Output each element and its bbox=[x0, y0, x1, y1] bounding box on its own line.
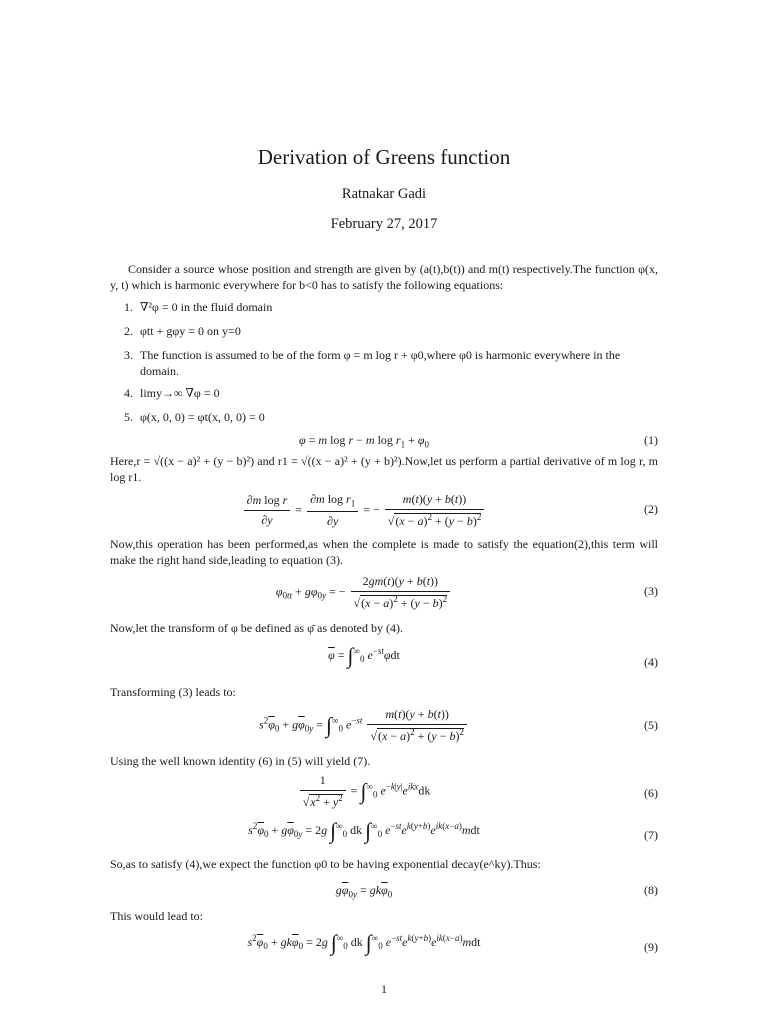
equation-body: φ = m log r − m $\log r_1 + \varphi_0$ bbox=[299, 433, 429, 450]
list-item-text: limy→∞ ∇φ = 0 bbox=[140, 386, 220, 400]
paragraph-using: Using the well known identity (6) in (5) will yield (7). bbox=[110, 754, 371, 768]
author-name: Ratnakar Gadi bbox=[341, 186, 427, 202]
equation-body: $s^2\overline{\varphi}_0 + g\overline{\varphi}_{0y} = 2g$ $\int^\infty_0$ dk $\int^\infty_0$ $e^{-st}e^{k(y+b)}e^{ik(x-a)}mdt$ bbox=[248, 818, 480, 843]
equation-3 bbox=[110, 574, 658, 610]
equation-number: (7) bbox=[644, 828, 658, 842]
equation-9 bbox=[110, 930, 658, 964]
list-item-text: φ(x, 0, 0) = φt(x, 0, 0) = 0 bbox=[140, 410, 265, 424]
list-item bbox=[112, 409, 658, 425]
list-item bbox=[112, 323, 658, 339]
equation-7 bbox=[110, 818, 658, 852]
paragraph-here: Here,r = √((x − a)² + (y − b)²) and r1 = √((x − a)² + (y + b)²).Now,let us perform a partial derivative of m log r, m log r1. bbox=[110, 454, 658, 484]
equation-body: $\varphi_{0tt} + g\varphi_{0y}$ = − $\frac{2gm(t)(y + b(t))}{√(x - a)^2 + (y - b)^2}$ bbox=[110, 574, 618, 611]
paragraph-now-1: Now,this operation has been performed,as when the complete is made to satisfy the equation(2),this term will make the right hand side,leading to equation (3). bbox=[110, 537, 658, 567]
equation-number: (2) bbox=[644, 502, 658, 516]
equation-2 bbox=[110, 492, 658, 528]
list-item bbox=[112, 385, 658, 401]
paragraph-this: This would lead to: bbox=[110, 909, 203, 923]
equation-body: $s^2\overline{\varphi}_0 + g\overline{\varphi}_{0y} = \int^\infty_0$ $e^{-st}$ $\frac{m(t)(y + b(t))}{√(x - a)^2 + (y - b)^2}$ bbox=[110, 707, 618, 744]
equation-8 bbox=[110, 883, 658, 899]
paragraph-transforming: Transforming (3) leads to: bbox=[110, 685, 236, 699]
equation-number: (6) bbox=[644, 786, 658, 800]
equation-4 bbox=[110, 643, 658, 679]
list-item-text: The function is assumed to be of the form φ = m log r + φ0,where φ0 is harmonic everywhere in the domain. bbox=[140, 348, 621, 378]
equation-body: $s^2\overline{\varphi}_0 + gk\overline{\varphi}_0 = 2g$ $\int^\infty_0$ dk $\int^\infty_0$ $e^{-st}e^{k(y+b)}e^{ik(x-a)}mdt$ bbox=[247, 930, 481, 955]
equation-body: $g\overline{\varphi}_{0y} = gk\overline{\varphi}_0$ bbox=[335, 883, 393, 900]
equation-number: (3) bbox=[644, 584, 658, 598]
equation-1 bbox=[110, 433, 658, 449]
list-item bbox=[112, 347, 658, 379]
list-item bbox=[112, 299, 658, 315]
list-item-number: 4. bbox=[124, 386, 133, 400]
paper-title: Derivation of Greens function bbox=[257, 145, 511, 169]
paper-date: February 27, 2017 bbox=[330, 216, 438, 232]
equation-5 bbox=[110, 707, 658, 747]
equation-number: (4) bbox=[644, 655, 658, 669]
equation-body: $\frac{\text{∂m log r}}{\partial y}$ = $\frac{\partial m \log r_1}{\partial y}$ = − $\frac{m(t)(y + b(t))}{√(x - a)^2 + (y - b)^2}$ bbox=[110, 492, 618, 529]
list-item-text: ∇²φ = 0 in the fluid domain bbox=[140, 300, 273, 314]
equation-6 bbox=[110, 773, 658, 813]
list-item-number: 2. bbox=[124, 324, 133, 338]
intro-paragraph: Consider a source whose position and strength are given by (a(t),b(t)) and m(t) respectively.The function φ(x, y, t) which is harmonic everywhere for b<0 has to satisfy the following equations: bbox=[110, 262, 658, 292]
page-number: 1 bbox=[381, 982, 387, 996]
list-item-number: 1. bbox=[124, 300, 133, 314]
equation-number: (5) bbox=[644, 718, 658, 732]
list-item-number: 5. bbox=[124, 410, 133, 424]
equation-number: (9) bbox=[644, 940, 658, 954]
paragraph-now-2: Now,let the transform of φ be defined as φ̄ as denoted by (4). bbox=[110, 621, 403, 635]
equation-body: $\frac{1}{√x^2 + y^2}$ = $\int^\infty_0$ $e^{-k|y|}e^{ikx}dk$ bbox=[110, 773, 618, 810]
equation-number: (8) bbox=[644, 883, 658, 897]
equation-body: $\overline{\varphi} = \int^\infty_0$ $e^{-st}\varphi dt$ bbox=[328, 643, 400, 668]
paragraph-so: So,as to satisfy (4),we expect the function φ0 to be having exponential decay(e^ky).Thus: bbox=[110, 857, 541, 871]
equation-number: (1) bbox=[644, 433, 658, 447]
list-item-text: φtt + gφy = 0 on y=0 bbox=[140, 324, 241, 338]
list-item-number: 3. bbox=[124, 348, 133, 362]
